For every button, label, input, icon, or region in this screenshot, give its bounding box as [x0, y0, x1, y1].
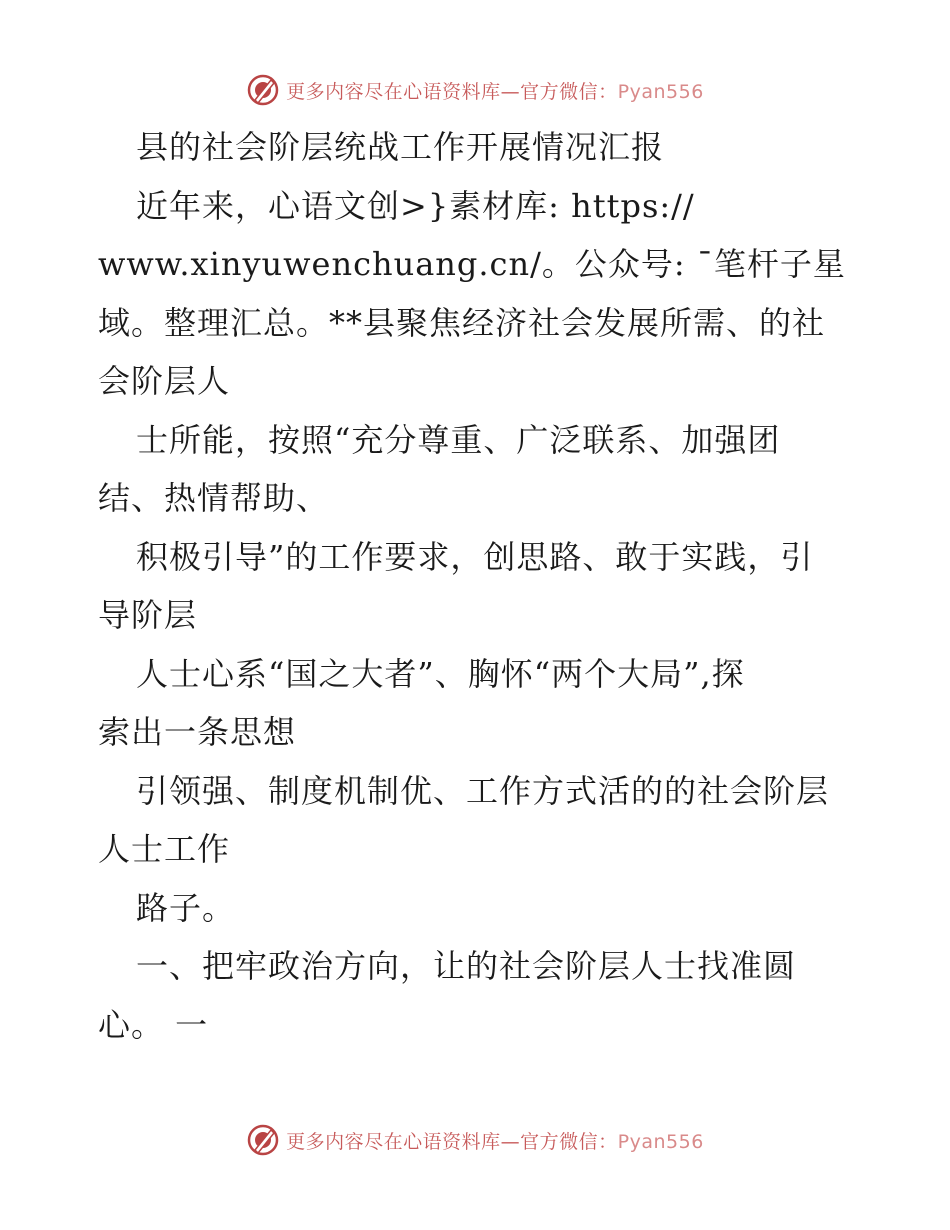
text-line: 域。整理汇总。**县聚焦经济社会发展所需、的社 — [98, 303, 826, 342]
banner-text: 更多内容尽在心语资料库—官方微信：Pyan556 — [286, 80, 704, 103]
wechat-id: Pyan556 — [617, 80, 704, 103]
text-line: 心。 一 — [98, 1005, 209, 1044]
text-line: 索出一条思想 — [98, 713, 297, 751]
pen-logo-icon — [246, 73, 280, 107]
document-body — [98, 118, 858, 1054]
footer-banner — [0, 1120, 950, 1160]
text-line: 一、把牢政治方向，让的社会阶层人士找准圆 — [136, 947, 797, 985]
text-line: 积极引导”的工作要求，创思路、敢于实践，引 — [136, 537, 814, 576]
text-line: 人士工作 — [98, 830, 231, 868]
text-line: 结、热情帮助、 — [98, 479, 330, 517]
text-line: 路子。 — [136, 888, 236, 927]
text-line: 会阶层人 — [98, 362, 231, 400]
text-line: 导阶层 — [98, 596, 198, 634]
header-banner — [0, 70, 950, 110]
text-line: 人士心系“国之大者”、胸怀“两个大局”,探 — [136, 654, 745, 693]
pen-logo-icon — [246, 1123, 280, 1157]
banner-text: 更多内容尽在心语资料库—官方微信：Pyan556 — [286, 1130, 704, 1153]
wechat-id: Pyan556 — [617, 1130, 704, 1153]
text-line: 引领强、制度机制优、工作方式活的的社会阶层 — [136, 771, 830, 810]
text-line: 县的社会阶层统战工作开展情况汇报 — [136, 128, 665, 166]
text-line: 士所能，按照“充分尊重、广泛联系、加强团 — [136, 420, 781, 459]
text-line: www.xinyuwenchuang.cn/。公众号: ¯笔杆子星 — [98, 245, 846, 283]
text-line: 近年来，心语文创>}素材库: https:// — [136, 186, 695, 225]
